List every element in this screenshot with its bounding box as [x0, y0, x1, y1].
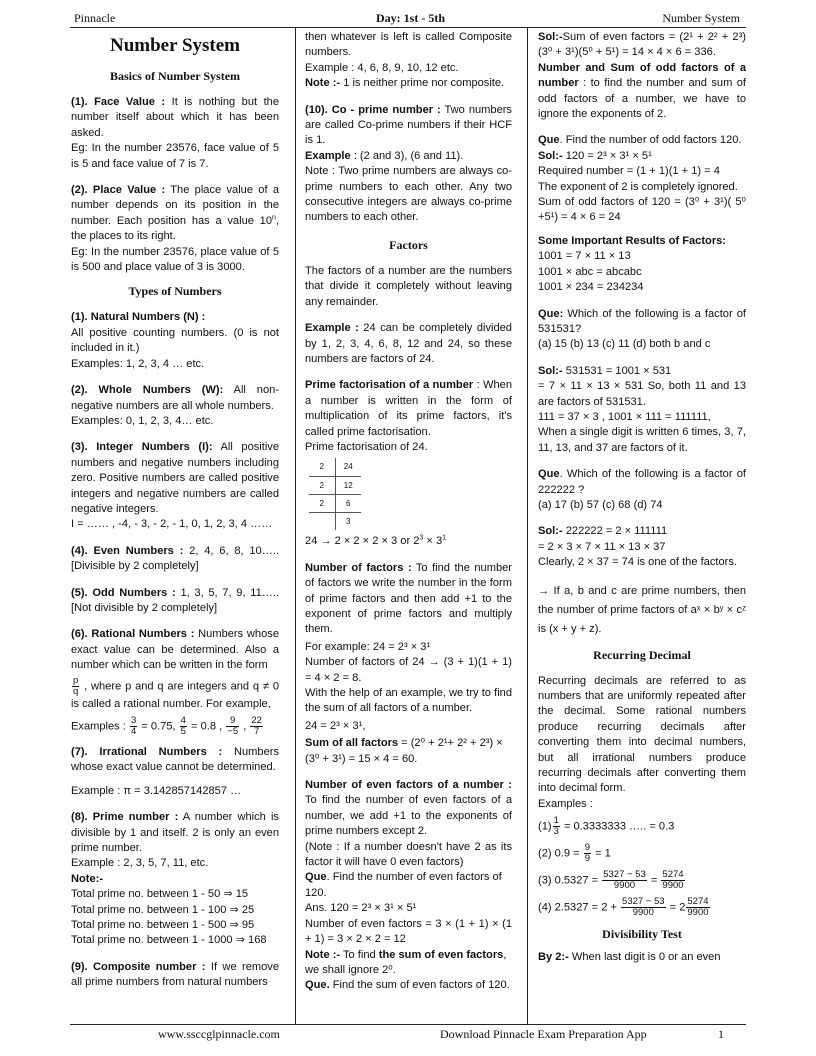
header-rule [70, 27, 746, 28]
column-divider-1 [295, 27, 296, 1025]
solution-531531-4: When a single digit is written 6 times, 3, 7, 11, 13, and 37 are factors of it. [538, 426, 746, 454]
factors-example: Example : 24 can be completely divided by 1, 2, 3, 4, 6, 8, 12 and 24, so these numbers are factors of 24. [305, 322, 512, 365]
question-sum-even: Que. Find the sum of even factors of 120. [305, 979, 510, 992]
integer-para: (3). Integer Numbers (I): All positive numbers and negative numbers including zero. Positive numbers are called positive integers and negative numbers are called negative integers. [71, 441, 279, 515]
recurring-heading: Recurring Decimal [593, 647, 691, 662]
p-over-q: $\frac{p}{q}$ [73, 674, 79, 697]
divisibility-heading: Divisibility Test [602, 927, 682, 942]
page-header [72, 10, 744, 26]
solution-odd-factors-2: Required number = (1 + 1)(1 + 1) = 4 [538, 165, 720, 178]
column-divider-2 [527, 27, 528, 1025]
recurring-text: Recurring decimals are referred to as numbers that are uniformly repeated after the decimal. Some rational numbers produce recurring decimals after converting them into decimal numbers, but all irrational numbers produce recurring decimals after converting them into decimal form. [538, 674, 746, 795]
place-value-example: Eg: In the number 23576, place value of 5 is 500 and place value of 3 is 3000. [71, 245, 279, 274]
column-3 [538, 30, 746, 966]
prime-factorisation-of: Prime factorisation of 24. [305, 440, 428, 453]
natural-text: All positive counting numbers. (0 is not included in it.) [71, 326, 279, 355]
prime-note-line: Total prime no. between 1 - 1000 ⇒ 168 [71, 934, 267, 947]
solution-odd-factors: Sol:- 120 = 2³ × 3¹ × 5¹ [538, 149, 652, 162]
prime-note-line: Total prime no. between 1 - 500 ⇒ 95 [71, 919, 255, 932]
header-right: Number System [662, 11, 740, 25]
column-2 [305, 30, 512, 994]
question-531531: Que: Which of the following is a factor of 531531? [538, 307, 746, 335]
even-factors-note: (Note : If a number doesn't have 2 as its factor it will have 0 even factors) [305, 840, 512, 869]
composite-note: Note :- 1 is neither prime nor composite. [305, 77, 505, 90]
answer-even-factors-2: Number of even factors = 3 × (1 + 1) × (1 + 1) = 3 × 2 × 2 = 12 [305, 917, 512, 946]
solution-531531-2: = 7 × 11 × 13 × 531 So, both 11 and 13 are factors of 531531. [538, 380, 746, 408]
header-left: Pinnacle [74, 11, 116, 25]
solution-222222-3: Clearly, 2 × 37 = 74 is one of the factors. [538, 556, 737, 569]
rational-para: (6). Rational Numbers : Numbers whose exact value can be determined. Also a number which can be written in the form [71, 628, 279, 672]
whole-example: Examples: 0, 1, 2, 3, 4… etc. [71, 414, 214, 427]
page-number: 1 [718, 1027, 724, 1041]
number-of-factors-eg: For example: 24 = 2³ × 3¹ [305, 640, 431, 653]
sum-of-factors: Sum of all factors = (2⁰ + 2¹+ 2² + 2³) × (3⁰ + 3¹) = 15 × 4 = 60. [305, 737, 503, 765]
composite-continued: then whatever is left is called Composite numbers. [305, 31, 512, 59]
factors-definition: The factors of a number are the numbers that divide it completely without leaving any remainder. [305, 264, 512, 308]
recurring-example-2: (2) 0.9 = $\frac{9}{9}$ = 1 [538, 842, 611, 865]
number-of-factors-eg-3: With the help of an example, we try to find the sum of all factors of a number. [305, 687, 512, 715]
answer-even-factors: Ans. 120 = 2³ × 3¹ × 5¹ [305, 902, 417, 915]
odd-para: (5). Odd Numbers : 1, 3, 5, 7, 9, 11….. [Not divisible by 2 completely] [71, 586, 279, 614]
footer-app-promo: Download Pinnacle Exam Preparation App [440, 1027, 647, 1041]
solution-222222-2: = 2 × 3 × 7 × 11 × 13 × 37 [538, 540, 666, 553]
prime-example: Example : 2, 3, 5, 7, 11, etc. [71, 857, 209, 870]
important-results-heading: Some Important Results of Factors: [538, 234, 727, 247]
footer-rule [70, 1024, 746, 1025]
prime-factor-count-rule: → If a, b and c are prime numbers, then the number of prime factors of aˣ × bʸ × cᶻ is (x + y + z). [538, 584, 746, 635]
composite-example: Example : 4, 6, 8, 9, 10, 12 etc. [305, 61, 459, 74]
recurring-example-4: (4) 2.5327 = 2 + $\frac{5327 - 53}{9900}$ = 2 $\frac{5274}{9900}$ [538, 896, 709, 919]
solution-222222: Sol:- 222222 = 2 × 111111 [538, 525, 668, 538]
important-result: 1001 × 234 = 234234 [538, 281, 644, 294]
coprime-example: Example : (2 and 3), (6 and 11). [305, 149, 464, 162]
rational-examples: Examples : $\frac{3}{4}$ = 0.75, $\frac{4}{5}$ = 0.8 , $\frac{9}{-5}$ , $\frac{22}{7}$ [71, 715, 262, 737]
even-para: (4). Even Numbers : 2, 4, 6, 8, 10….. [Divisible by 2 completely] [71, 544, 279, 573]
face-value-example: Eg: In the number 23576, face value of 5 is 5 and face value of 7 is 7. [71, 142, 279, 170]
question-531531-options: (a) 15 (b) 13 (c) 11 (d) both b and c [538, 338, 711, 351]
question-even-factors: Que. Find the number of even factors of 120. [305, 871, 502, 899]
solution-odd-factors-3: The exponent of 2 is completely ignored. [538, 180, 738, 193]
number-of-factors-para: Number of factors : To find the number of factors we write the number in the form of prime factors and then add +1 to the exponent of prime factors and multiply them. [305, 561, 512, 636]
question-222222-options: (a) 17 (b) 57 (c) 68 (d) 74 [538, 498, 663, 511]
recurring-example-1: (1) $\frac{1}{3}$ = 0.3333333 ….. = 0.3 [538, 815, 675, 838]
sum-even-note: Note :- To find the sum of even factors, we shall ignore 2⁰. [305, 948, 507, 976]
recurring-examples-label: Examples : [538, 797, 593, 810]
question-222222: Que. Which of the following is a factor of 222222 ? [538, 468, 746, 496]
face-value-para: (1). Face Value : It is nothing but the number itself about which it has been asked. [71, 96, 279, 139]
factorisation-result: 24 → 2 × 2 × 2 × 3 or $2^3 \times 3^1$ [305, 534, 447, 548]
recurring-example-3: (3) 0.5327 = $\frac{5327 - 53}{9900}$ = $\frac{5274}{9900}$ [538, 869, 684, 892]
factorisation-ladder: 2 24 2 12 2 6 3 [309, 458, 361, 530]
prime-para: (8). Prime number : A number which is divisible by 1 and itself. 2 is only an even prime number. [71, 811, 279, 855]
number-of-factors-eg-4: 24 = 2³ × 3¹, [305, 719, 366, 732]
place-value-para: (2). Place Value : The place value of a number depends on its position in the number. Each position has a value 10$^n$, the places to its right. [71, 184, 279, 243]
important-result: 1001 × abc = abcabc [538, 265, 642, 278]
important-result: 1001 = 7 × 11 × 13 [538, 250, 631, 263]
natural-label: (1). Natural Numbers (N) : [71, 311, 206, 324]
even-factors-para: Number of even factors of a number : To find the number of even factors of a number, we add +1 to the exponents of prime numbers except 2. [305, 779, 512, 838]
number-of-factors-eg-2: Number of factors of 24 → (3 + 1)(1 + 1) = 4 × 2 = 8. [305, 656, 512, 684]
solution-sum-even: Sol:-Sum of even factors = (2¹ + 2² + 2³)(3⁰ + 3¹)(5⁰ + 5¹) = 14 × 4 × 6 = 336. [538, 31, 746, 59]
rational-para-2: $\frac{p}{q}$ , where p and q are integers and q ≠ 0 is called a rational number. For example, [71, 674, 279, 710]
integer-example: I = …… , -4, - 3, - 2, - 1, 0, 1, 2, 3, 4 …… [71, 518, 273, 531]
solution-531531: Sol:- 531531 = 1001 × 531 [538, 364, 672, 377]
irrational-para: (7). Irrational Numbers : Numbers whose exact value cannot be determined. [71, 746, 279, 774]
coprime-note: Note : Two prime numbers are always co-prime numbers to each other. Any two consecutive integers are always co-prime numbers to each other. [305, 165, 512, 224]
solution-531531-3: 111 = 37 × 3 , 1001 × 111 = 111111, [538, 410, 711, 423]
natural-example: Examples: 1, 2, 3, 4 … etc. [71, 357, 205, 370]
header-center: Day: 1st - 5th [376, 11, 445, 25]
prime-factorisation-para: Prime factorisation of a number : When a number is written in the form of multiplication of its prime factors, it's called prime factorisation. [305, 379, 512, 438]
solution-odd-factors-4: Sum of odd factors of 120 = (3⁰ + 3¹)( 5⁰ +5¹) = 4 × 6 = 24 [538, 196, 746, 224]
divisibility-by-2: By 2:- When last digit is 0 or an even [538, 951, 721, 964]
types-heading: Types of Numbers [128, 284, 222, 299]
page-title: Number System [109, 35, 240, 56]
question-odd-factors: Que. Find the number of odd factors 120. [538, 134, 742, 147]
prime-note-label: Note:- [71, 872, 104, 885]
prime-note-line: Total prime no. between 1 - 100 ⇒ 25 [71, 903, 255, 916]
basics-heading: Basics of Number System [109, 69, 241, 83]
whole-para: (2). Whole Numbers (W): All non-negative numbers are all whole numbers. [71, 384, 279, 412]
odd-factors-para: Number and Sum of odd factors of a number : to find the number and sum of odd factors of a number, we have to ignore the exponents of 2. [538, 61, 746, 121]
composite-para: (9). Composite number : If we remove all prime numbers from natural numbers [71, 960, 279, 989]
column-1 [71, 30, 279, 991]
coprime-para: (10). Co - prime number : Two numbers are called Co-prime numbers if their HCF is 1. [305, 103, 512, 147]
irrational-example: Example : π = 3.142857142857 … [71, 784, 242, 797]
factors-heading: Factors [389, 237, 428, 252]
prime-note-line: Total prime no. between 1 - 50 ⇒ 15 [71, 888, 249, 901]
footer-website[interactable]: www.ssccglpinnacle.com [158, 1027, 280, 1041]
